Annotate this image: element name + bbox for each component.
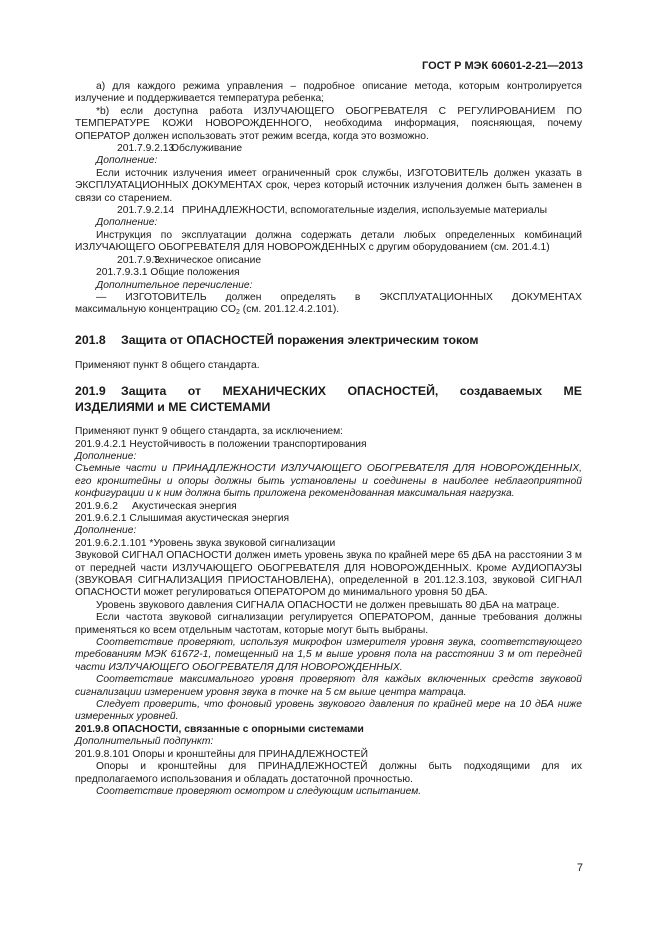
text-span: максимальную концентрацию CO (75, 304, 236, 316)
compliance-paragraph: Соответствие максимального уровня проверяют для каждых включенных средств звуковой сигнализации измерением уровня звука в точке на 5 см выше центра матраца. (75, 674, 582, 698)
text-span: (см. 201.12.4.2.101). (239, 304, 340, 316)
document-body (75, 81, 582, 798)
section-heading-201-9 (75, 383, 582, 415)
section-heading-201-8 (75, 332, 582, 348)
document-header: ГОСТ Р МЭК 60601-2-21—2013 (422, 60, 583, 72)
list-item-line: — ИЗГОТОВИТЕЛЬ должен определять в ЭКСПЛУАТАЦИОННЫХ ДОКУМЕНТАХ (96, 291, 582, 303)
subsection-title: ПРИНАДЛЕЖНОСТИ, вспомогательные изделия, используемые материалы (182, 205, 548, 217)
subsection-heading: 201.9.4.2.1 Неустойчивость в положении транспортирования (75, 438, 367, 450)
paragraph-item-a: а) для каждого режима управления – подробное описание метода, которым контролируется излучение и поддерживается температура ребенка; (75, 81, 582, 105)
subsection-title: Обслуживание (171, 143, 243, 155)
paragraph: Инструкция по эксплуатации должна содержать детали любых определенных комбинаций ИЗЛУЧАЮЩЕГО ОБОГРЕВАТЕЛЯ ДЛЯ НОВОРОЖДЕННЫХ с другим оборудованием (см. 201.4.1) (75, 229, 582, 254)
subsection-heading: 201.7.9.3.1 Общие положения (96, 267, 240, 279)
paragraph: Если частота звуковой сигнализации регулируется ОПЕРАТОРОМ, данные требования должны применяться ко всем отдельным частотам, которые могут быть выбраны. (75, 612, 582, 636)
paragraph: Звуковой СИГНАЛ ОПАСНОСТИ должен иметь уровень звука по крайней мере 65 дБА на расстоянии 3 м от передней части ИЗЛУЧАЮЩЕГО ОБОГРЕВАТЕЛЯ ДЛЯ НОВОРОЖДЕННЫХ. Кроме АУДИОПАУЗЫ (ЗВУКОВАЯ СИГНАЛИЗАЦИЯ ПРИОСТАНОВЛЕНА), определенной в 201.12.3.103, звуковой СИГНАЛ ОПАСНОСТИ может регулироваться ОПЕРАТОРОМ до минимального уровня 50 дБА. (75, 550, 582, 599)
section-title-line1: Защита от МЕХАНИЧЕСКИХ ОПАСНОСТЕЙ, создаваемых МЕ (121, 384, 582, 399)
paragraph-item-b: *b) если доступна работа ИЗЛУЧАЮЩЕГО ОБОГРЕВАТЕЛЯ С РЕГУЛИРОВАНИЕМ ПО ТЕМПЕРАТУРЕ КОЖИ НОВОРОЖДЕННОГО, необходима информация, поясняющая, почему ОПЕРАТОР должен использовать этот режим всегда, когда это возможно. (75, 105, 582, 142)
subsection-number: 201.7.9.3 (117, 254, 160, 266)
addition-label: Дополнительный подпункт: (75, 736, 214, 748)
addition-label: Дополнение: (75, 525, 137, 537)
page-number: 7 (576, 862, 583, 874)
paragraph: Съемные части и ПРИНАДЛЕЖНОСТИ ИЗЛУЧАЮЩЕГО ОБОГРЕВАТЕЛЯ ДЛЯ НОВОРОЖДЕННЫХ, его кронштейны и опоры должны быть установлены и соединены в наиболее неблагоприятной конфигурации и к ним должна быть приложена рекомендованная максимальная нагрузка. (75, 463, 582, 500)
subsection-heading-201-9-8: 201.9.8 ОПАСНОСТИ, связанные с опорными системами (75, 723, 364, 735)
subsection-heading (75, 501, 582, 513)
subsection-heading: 201.9.6.2.1 Слышимая акустическая энергия (75, 512, 290, 524)
paragraph: Если источник излучения имеет ограниченный срок службы, ИЗГОТОВИТЕЛЬ должен указать в ЭКСПЛУАТАЦИОННЫХ ДОКУМЕНТАХ срок, через который источник излучения должен быть заменен в связи со старением. (75, 167, 582, 204)
subsection-number: 201.7.9.2.14 (117, 205, 175, 217)
section-title-line2: ИЗДЕЛИЯМИ и МЕ СИСТЕМАМИ (75, 400, 271, 415)
addition-label: Дополнение: (96, 155, 158, 167)
subsection-title: Акустическая энергия (132, 500, 237, 512)
subsection-heading: 201.9.8.101 Опоры и кронштейны для ПРИНАДЛЕЖНОСТЕЙ (75, 748, 369, 760)
subsection-heading (75, 205, 582, 217)
addition-label: Дополнение: (96, 217, 158, 229)
section-number: 201.9 (75, 384, 106, 399)
subsection-heading (75, 143, 582, 155)
compliance-paragraph: Соответствие проверяют осмотром и следующим испытанием. (96, 785, 422, 797)
section-title: Защита от ОПАСНОСТЕЙ поражения электрическим током (121, 332, 479, 347)
compliance-paragraph: Следует проверить, что фоновый уровень звукового давления по крайней мере на 10 дБА ниже измеренных уровней. (75, 699, 582, 723)
compliance-paragraph: Соответствие проверяют, используя микрофон измерителя уровня звука, соответствующего требованиям МЭК 61672-1, помещенный на 1,5 м выше уровня пола на расстоянии 3 м от передней части ИЗЛУЧАЮЩЕГО ОБОГРЕВАТЕЛЯ ДЛЯ НОВОРОЖДЕННЫХ. (75, 637, 582, 673)
subsection-heading: 201.9.6.2.1.101 *Уровень звука звуковой сигнализации (75, 537, 336, 549)
subsection-title: Техническое описание (153, 254, 262, 266)
subsection-number: 201.9.6.2 (75, 500, 118, 512)
addition-label: Дополнительное перечисление: (96, 279, 253, 291)
subsection-heading (75, 255, 582, 267)
paragraph: Применяют пункт 8 общего стандарта. (75, 359, 260, 371)
subsection-number: 201.7.9.2.13 (117, 143, 175, 155)
paragraph: Уровень звукового давления СИГНАЛА ОПАСНОСТИ не должен превышать 80 дБА на матраце. (96, 599, 560, 611)
addition-label: Дополнение: (75, 450, 137, 462)
subscript: 2 (236, 309, 240, 317)
paragraph: Опоры и кронштейны для ПРИНАДЛЕЖНОСТЕЙ должны быть подходящими для их предполагаемого использования и обладать достаточной прочностью. (75, 761, 582, 785)
paragraph: Применяют пункт 9 общего стандарта, за исключением: (75, 426, 344, 438)
list-item-line (75, 304, 582, 316)
section-number: 201.8 (75, 332, 106, 347)
